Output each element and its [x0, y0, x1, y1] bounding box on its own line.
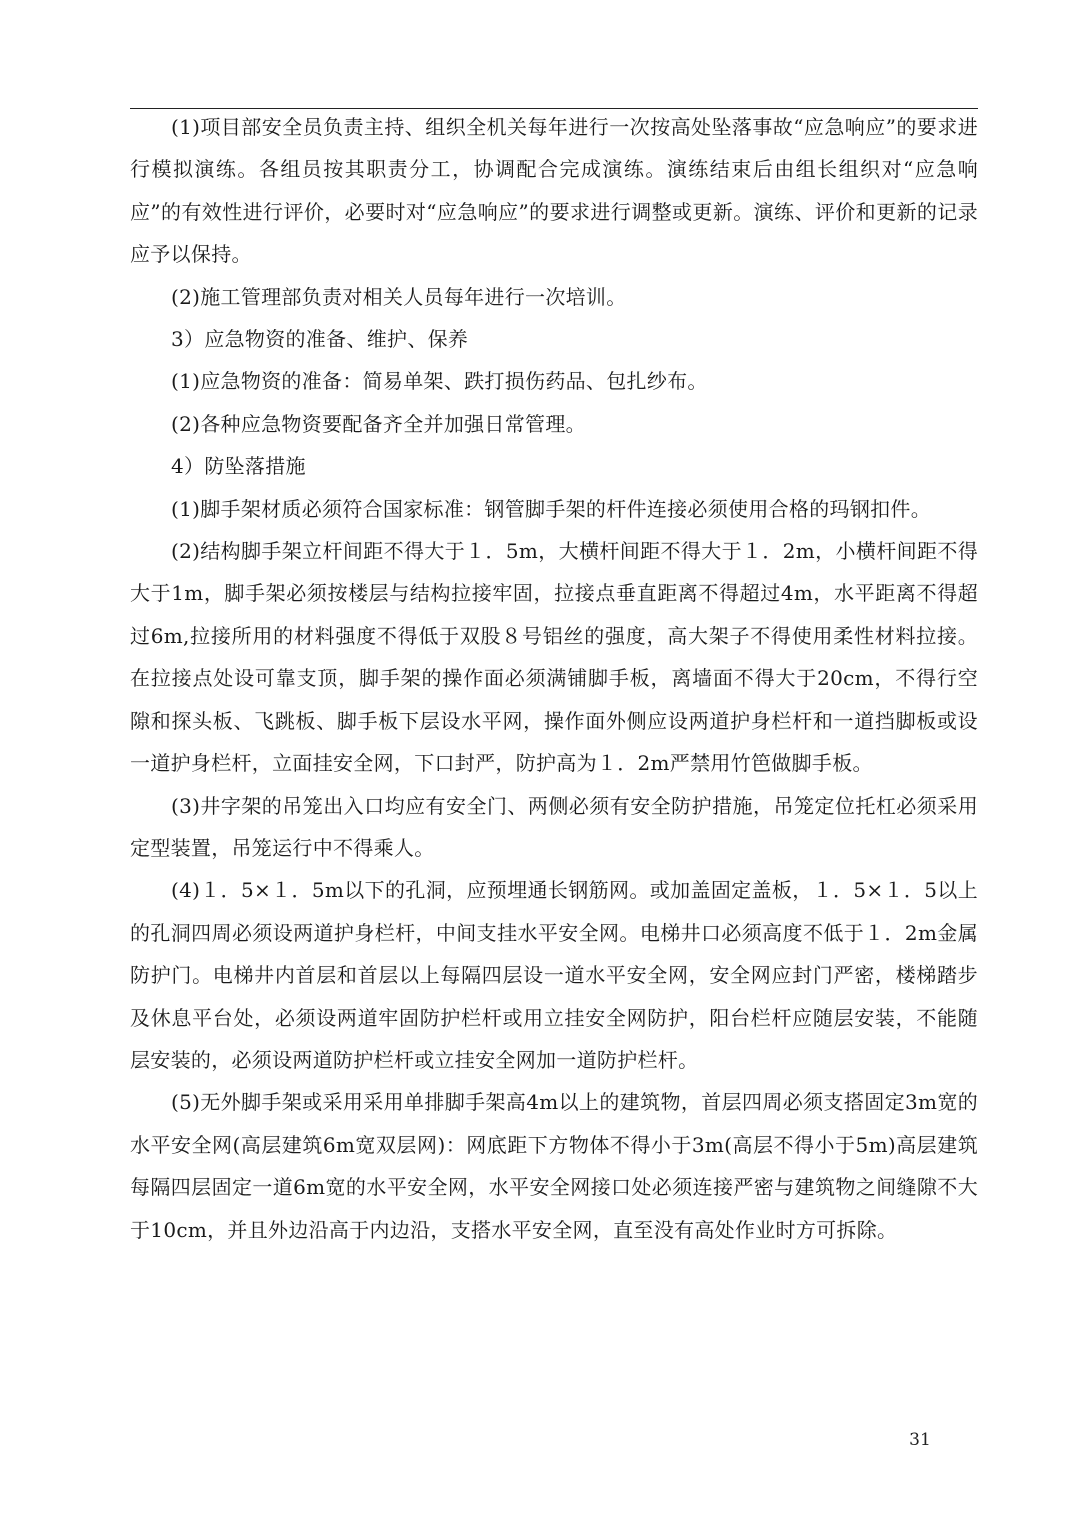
body-text	[130, 106, 978, 1251]
section-heading-3: 3）应急物资的准备、维护、保养	[171, 327, 469, 352]
section-heading-4: 4）防坠落措施	[171, 454, 306, 479]
paragraph-9: (3)井字架的吊笼出入口均应有安全门、两侧必须有安全防护措施，吊笼定位托杠必须采用定型装置，吊笼运行中不得乘人。	[130, 793, 978, 860]
paragraph-1: (1)项目部安全员负责主持、组织全机关每年进行一次按高处坠落事故“应急响应”的要求进行模拟演练。各组员按其职责分工，协调配合完成演练。演练结束后由组长组织对“应急响应”的有效性进行评价，必要时对“应急响应”的要求进行调整或更新。演练、评价和更新的记录应予以保持。	[130, 115, 978, 267]
paragraph-2: (2)施工管理部负责对相关人员每年进行一次培训。	[171, 284, 627, 309]
paragraph-4: (1)应急物资的准备：简易单架、跌打损伤药品、包扎纱布。	[171, 369, 708, 394]
paragraph-7: (1)脚手架材质必须符合国家标准：钢管脚手架的杆件连接必须使用合格的玛钢扣件。	[171, 496, 932, 521]
paragraph-10: (4)１．5×１．5m以下的孔洞，应预埋通长钢筋网。或加盖固定盖板，１．5×１．5以上的孔洞四周必须设两道护身栏杆，中间支挂水平安全网。电梯井口必须高度不低于１．2m金属防护门。电梯井内首层和首层以上每隔四层设一道水平安全网，安全网应封门严密，楼梯踏步及休息平台处，必须设两道牢固防护栏杆或用立挂安全网防护，阳台栏杆应随层安装，不能随层安装的，必须设两道防护栏杆或立挂安全网加一道防护栏杆。	[130, 878, 978, 1072]
paragraph-5: (2)各种应急物资要配备齐全并加强日常管理。	[171, 411, 586, 436]
paragraph-8: (2)结构脚手架立杆间距不得大于１．5m，大横杆间距不得大于１．2m，小横杆间距不得大于1m，脚手架必须按楼层与结构拉接牢固，拉接点垂直距离不得超过4m，水平距离不得超过6m,拉接所用的材料强度不得低于双股８号铝丝的强度，高大架子不得使用柔性材料拉接。在拉接点处设可靠支顶，脚手架的操作面必须满铺脚手板，离墙面不得大于20cm，不得行空隙和探头板、飞跳板、脚手板下层设水平网，操作面外侧应设两道护身栏杆和一道挡脚板或设一道护身栏杆，立面挂安全网，下口封严，防护高为１．2m严禁用竹笆做脚手板。	[130, 539, 978, 776]
page-number: 31	[909, 1430, 931, 1450]
paragraph-11: (5)无外脚手架或采用采用单排脚手架高4m以上的建筑物，首层四周必须支搭固定3m宽的水平安全网(高层建筑6m宽双层网)：网底距下方物体不得小于3m(高层不得小于5m)高层建筑每隔四层固定一道6m宽的水平安全网，水平安全网接口处必须连接严密与建筑物之间缝隙不大于10cm，并且外边沿高于内边沿，支搭水平安全网，直至没有高处作业时方可拆除。	[130, 1090, 978, 1242]
